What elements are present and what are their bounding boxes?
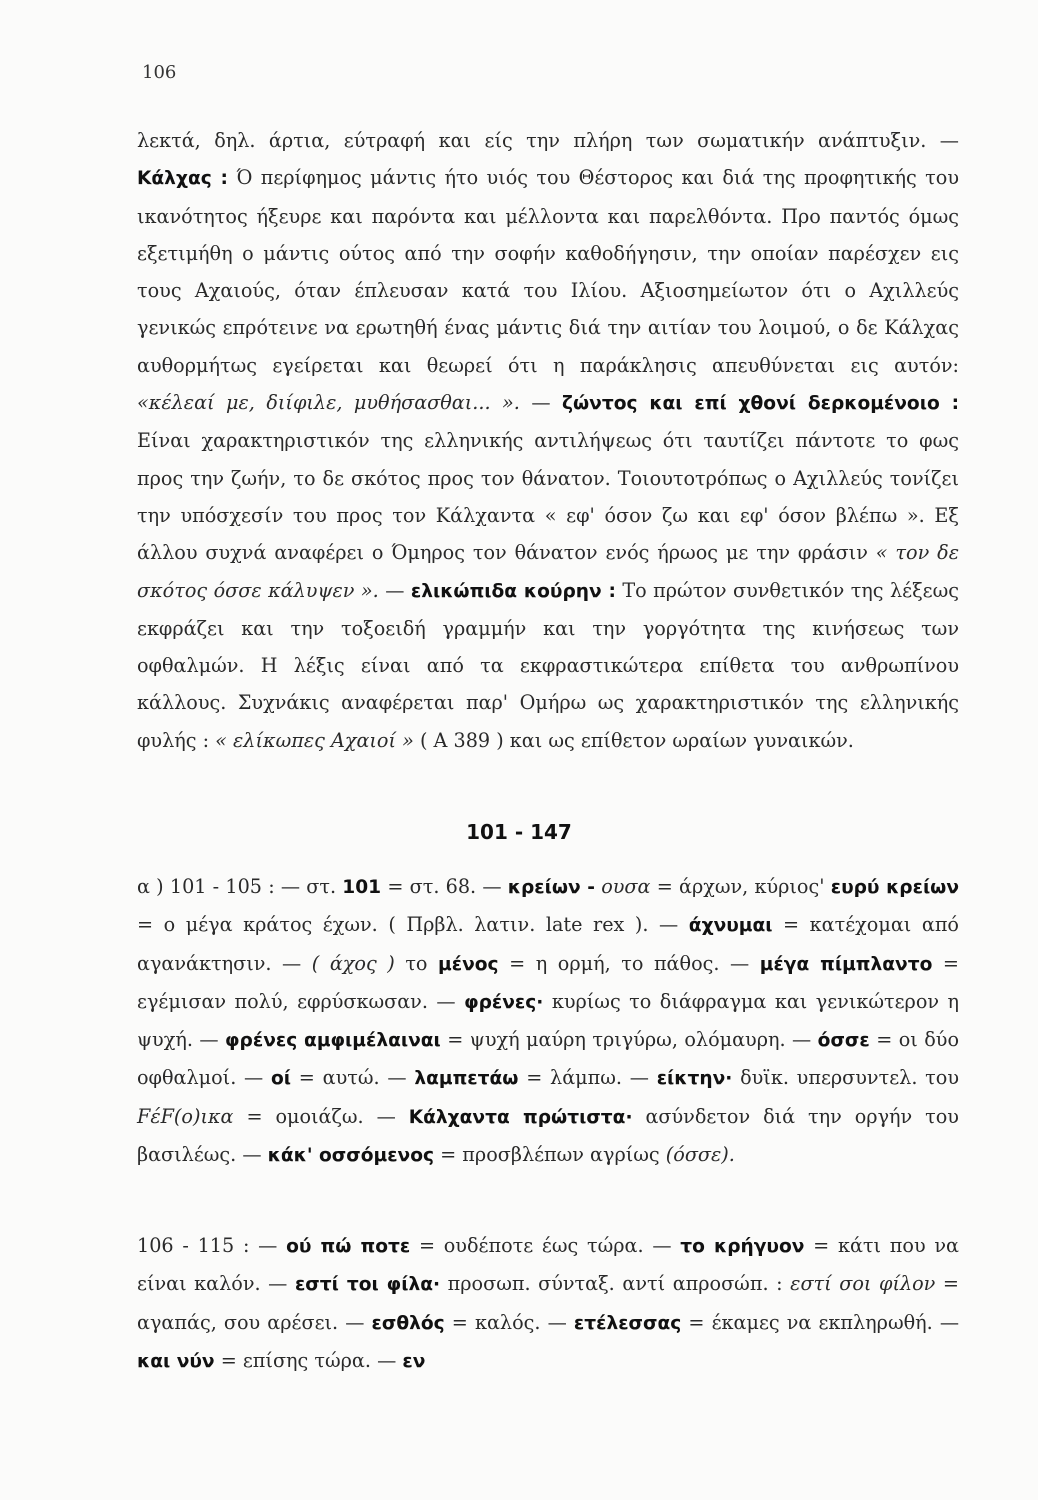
text: = λάμπω. —	[518, 1066, 657, 1090]
page-number: 106	[142, 62, 177, 83]
term: φρένες·	[464, 991, 544, 1013]
term: λαμπετάω	[414, 1068, 519, 1090]
section-heading: 101 - 147	[466, 820, 572, 844]
commentary-paragraph-1	[137, 122, 959, 759]
term: Κάλχας :	[137, 168, 228, 190]
quote: «κέλεαί με, διίφιλε, μυθήσασθαι... ».	[137, 391, 520, 415]
text: = αυτώ. —	[291, 1066, 415, 1090]
quote: « τον δε σκότος όσσε κάλυψεν ».	[137, 541, 959, 602]
text: = κατέχομαι από αγανάκτησιν. —	[137, 913, 959, 975]
term: μέγα πίμπλαντο	[759, 953, 933, 975]
text: = κάτι που να είναι καλόν. —	[137, 1234, 959, 1296]
text: Ό περίφημος μάντις ήτο υιός του Θέστορος και διά της προφητικής του ικανότητος ήξευρε και παρόντα και μέλλοντα και παρελθόντα. Προ παντός όμως εξετιμήθη ο μάντις ούτος από την σοφήν καθοδήγησιν, την οποίαν παρέσχεν εις τους Αχαιούς, όταν έπλευσαν κατά του Ιλίου. Αξιοσημείωτον ότι ο Αχιλλεύς γενικώς επρότεινε να ερωτηθή ένας μάντις διά την αιτίαν του λοιμού, ο δε Κάλχας αυθορμήτως εγείρεται και θεωρεί ότι η παράκλησις απευθύνεται εις αυτόν:	[137, 166, 959, 377]
quote: « ελίκωπες Αχαιοί »	[215, 728, 414, 752]
quote: ουσα	[601, 875, 651, 898]
term: είκτην·	[656, 1068, 733, 1090]
term: όσσε	[817, 1030, 870, 1052]
text: = προσβλέπων αγρίως	[434, 1143, 666, 1167]
text: προσωπ. σύνταξ. αντί απροσώπ. :	[440, 1272, 791, 1296]
text: = στ. 68. —	[381, 875, 508, 898]
text: δυϊκ. υπερσυντελ. του	[732, 1066, 960, 1090]
term: ευρύ κρείων	[830, 877, 960, 898]
term: Κάλχαντα πρώτιστα·	[408, 1106, 633, 1128]
term: και νύν	[137, 1350, 215, 1372]
text: = καλός. —	[444, 1310, 574, 1334]
text: κυρίως το διάφραγμα και γενικώτερον η ψυχή. —	[137, 989, 960, 1052]
text: = άρχων, κύριος'	[650, 875, 831, 898]
quote: (όσσε).	[665, 1143, 735, 1167]
text: Είναι χαρακτηριστικόν της ελληνικής αντιλήψεως ότι ταυτίζει πάντοτε το φως προς την ζωήν, το δε σκότος προς τον θάνατον. Τοιουτοτρόπως ο Αχιλλεύς τονίζει την υπόσχεσίν του προς τον Κάλχαντα « εφ' όσον ζω και εφ' όσον βλέπω ». Εξ άλλου συχνά αναφέρει ο Όμηρος τον θάνατον ενός ήρωος με την φράσιν	[137, 429, 959, 565]
text: = ομοιάζω. —	[233, 1104, 409, 1128]
term: κρείων -	[507, 877, 595, 898]
term: ζώντος και επί χθονί δερκομένοιο :	[562, 393, 960, 415]
term: μένος	[438, 953, 499, 975]
text: = ουδέποτε έως τώρα. —	[410, 1234, 681, 1257]
text: = οι δύο οφθαλμοί. —	[137, 1028, 960, 1090]
text: 106 - 115 : —	[137, 1234, 287, 1257]
text: = εγέμισαν πολύ, εφρύσκωσαν. —	[137, 951, 959, 1013]
commentary-paragraph-3	[137, 1227, 959, 1380]
term: εσθλός	[371, 1312, 445, 1334]
term: εν	[402, 1350, 426, 1372]
text: —	[519, 391, 563, 415]
term: οί	[271, 1068, 292, 1090]
text: ( Α 389 ) και ως επίθετον ωραίων γυναικών.	[413, 728, 854, 752]
text: = αγαπάς, σου αρέσει. —	[137, 1272, 959, 1334]
text: = ο μέγα κράτος έχων. ( Πρβλ. λατιν. late rex ). —	[137, 913, 689, 937]
quote: FέF(ο)ικα	[137, 1104, 234, 1128]
term: φρένες αμφιμέλαιναι	[225, 1030, 441, 1052]
text: = έκαμες να εκπληρωθή. —	[681, 1310, 960, 1334]
text: = ψυχή μαύρη τριγύρω, ολόμαυρη. —	[440, 1028, 818, 1052]
quote: ( άχος )	[311, 951, 395, 975]
text: = η ορμή, το πάθος. —	[498, 951, 760, 975]
term: το κρήγυον	[680, 1236, 805, 1257]
text: Το πρώτον συνθετικόν της λέξεως εκφράζει και την τοξοειδή γραμμήν και την γοργότητα της κινήσεως των οφθαλμών. Η λέξις είναι από τα εκφραστικώτερα επίθετα του ανθρωπίνου κάλλους. Συχνάκις αναφέρεται παρ' Ομήρω ως χαρακτηριστικόν της ελληνικής φυλής :	[137, 578, 960, 752]
term: κάκ' οσσόμενος	[267, 1145, 435, 1167]
text: ασύνδετον διά την οργήν του βασιλέως. —	[137, 1104, 959, 1167]
term: ού πώ ποτε	[286, 1236, 411, 1257]
text: —	[378, 578, 411, 602]
term: άχνυμαι	[688, 915, 773, 937]
text: λεκτά, δηλ. άρτια, εύτραφή και είς την πλήρη των σωματικήν ανάπτυξιν. —	[137, 129, 959, 152]
term: ετέλεσσας	[573, 1312, 682, 1334]
text: το	[394, 951, 439, 975]
term: ελικώπιδα κούρην :	[410, 580, 616, 602]
text: α ) 101 - 105 : — στ.	[137, 875, 343, 898]
text: = επίσης τώρα. —	[214, 1348, 403, 1372]
quote: εστί σοι φίλον	[790, 1272, 936, 1296]
term: εστί τοι φίλα·	[294, 1274, 441, 1296]
commentary-paragraph-2	[137, 868, 959, 1174]
term: 101	[342, 877, 382, 898]
